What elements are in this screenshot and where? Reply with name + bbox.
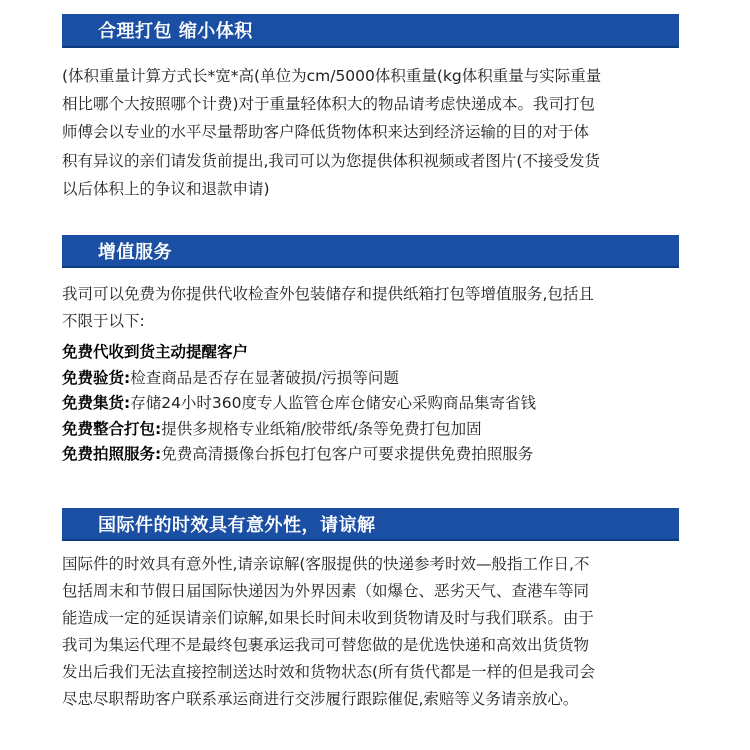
paragraph-line: 发出后我们无法直接控制送达时效和货物状态(所有货代都是一样的但是我司会 [62,663,596,681]
section-header-value-added: 增值服务 [62,235,679,268]
value-added-intro [62,281,690,335]
paragraph-line: 我司可以免费为你提供代收检查外包装储存和提供纸箱打包等增值服务,包括且 [62,285,594,303]
paragraph-line: 包括周末和节假日届国际快递因为外界因素（如爆仓、恶劣天气、查港车等同 [62,582,590,600]
timeliness-paragraph [62,551,690,713]
service-title: 免费代收到货主动提醒客户 [62,343,249,361]
service-desc: 提供多规格专业纸箱/胶带纸/条等免费打包加固 [161,419,482,438]
service-title: 免费集货: [62,394,131,412]
list-item [62,417,690,443]
list-item [62,442,690,468]
paragraph-line: 师傅会以专业的水平尽量帮助客户降低货物体积来达到经济运输的目的对于体 [62,123,590,142]
paragraph-line: 不限于以下: [62,312,145,330]
section-header-packing: 合理打包 缩小体积 [62,14,679,48]
list-item [62,340,690,366]
paragraph-line: 积有异议的亲们请发货前提出,我司可以为您提供体积视频或者图片(不接受发货 [62,151,600,170]
service-title: 免费验货: [62,368,131,387]
service-title: 免费整合打包: [62,419,162,438]
paragraph-line: 以后体积上的争议和退款申请) [62,179,270,198]
section-header-timeliness: 国际件的时效具有意外性，请谅解 [62,508,679,541]
service-title: 免费拍照服务: [62,445,162,463]
service-desc: 免费高清摄像台拆包打包客户可要求提供免费拍照服务 [161,445,534,463]
list-item [62,366,690,392]
paragraph-line: (体积重量计算方式长*宽*高(单位为cm/5000体积重量(kg体积重量与实际重量 [62,67,602,85]
paragraph-line: 我司为集运代理不是最终包裹承运我司可替您做的是优选快递和高效出货货物 [62,636,590,654]
packing-paragraph [62,62,690,203]
list-item [62,391,690,417]
paragraph-line: 国际件的时效具有意外性,请亲谅解(客服提供的快递参考时效—般指工作日,不 [62,555,590,573]
paragraph-line: 相比哪个大按照哪个计费)对于重量轻体积大的物品请考虑快递成本。我司打包 [62,95,596,114]
service-desc: 存储24小时360度专人监管仓库仓储安心采购商品集寄省钱 [130,394,537,412]
service-desc: 检查商品是否存在显著破损/污损等问题 [130,368,399,387]
paragraph-line: 能造成一定的延误请亲们谅解,如果长时间未收到货物请及时与我们联系。由于 [62,609,594,627]
service-list [62,340,690,468]
paragraph-line: 尽忠尽职帮助客户联系承运商进行交涉履行跟踪催促,索赔等义务请亲放心。 [62,690,579,708]
